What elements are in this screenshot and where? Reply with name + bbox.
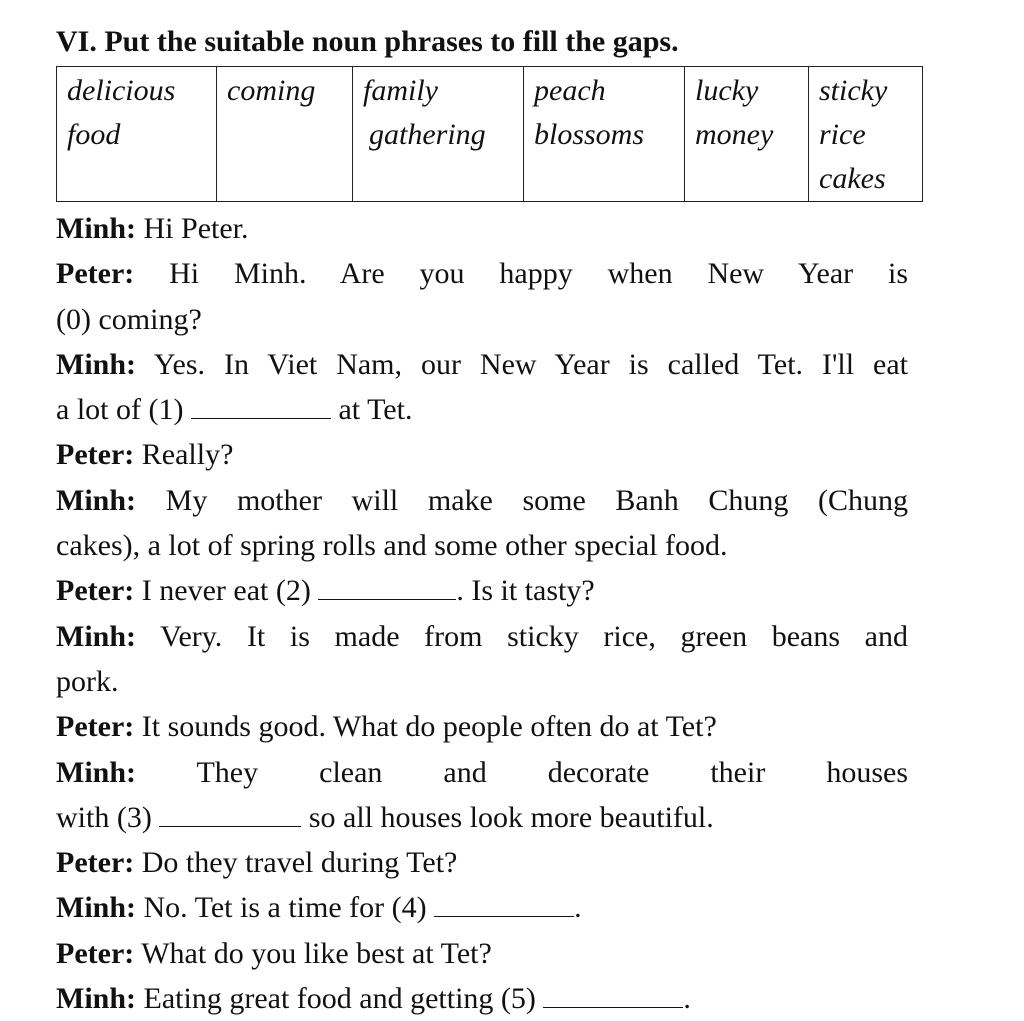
word-box-cell — [685, 67, 809, 202]
word-box-cell — [809, 67, 923, 202]
answer-blank-5[interactable] — [543, 979, 683, 1008]
dialogue-text: pork. — [56, 664, 119, 698]
word-box-word: delicious — [67, 74, 176, 107]
dialogue-line — [56, 523, 908, 568]
speaker-peter: Peter: — [56, 710, 135, 744]
speaker-peter: Peter: — [56, 846, 135, 880]
dialogue-text: My mother will make some Banh Chung (Chung — [165, 483, 909, 517]
dialogue-text: Do they travel during Tet? — [141, 846, 458, 880]
dialogue-line — [56, 568, 908, 613]
dialogue-text: . — [574, 891, 582, 925]
word-box-row — [57, 67, 923, 202]
word-box-word: family — [363, 74, 438, 107]
dialogue-text: Hi Peter. — [143, 212, 249, 245]
dialogue-line — [56, 704, 908, 749]
word-box-cell — [353, 67, 524, 202]
dialogue — [56, 206, 908, 1021]
dialogue-text: Really? — [141, 438, 234, 472]
speaker-minh: Minh: — [56, 755, 137, 789]
dialogue-text: What do you like best at Tet? — [141, 936, 492, 970]
dialogue-text: Yes. In Viet Nam, our New Year is called Tet. I'll eat — [153, 347, 908, 381]
dialogue-line — [56, 931, 908, 976]
dialogue-text: They clean and decorate their houses — [196, 755, 908, 789]
word-box-word: coming — [227, 74, 316, 107]
dialogue-line — [56, 659, 908, 704]
word-box-word: blossoms — [534, 118, 645, 151]
dialogue-text: . — [683, 982, 691, 1016]
answer-blank-4[interactable] — [434, 888, 574, 917]
dialogue-line — [56, 387, 908, 432]
speaker-minh: Minh: — [56, 347, 137, 381]
word-box-cell — [217, 67, 353, 202]
word-box-word: rice — [819, 118, 866, 151]
dialogue-text: cakes), a lot of spring rolls and some other special food. — [56, 529, 728, 563]
dialogue-text: so all houses look more beautiful. — [308, 800, 714, 834]
word-box-word: lucky — [695, 74, 759, 107]
dialogue-text: . Is it tasty? — [456, 574, 595, 608]
dialogue-text: I never eat (2) — [141, 574, 311, 608]
answer-blank-2[interactable] — [318, 571, 456, 600]
word-box-word: gathering — [369, 118, 486, 151]
word-box-word: food — [67, 118, 121, 151]
speaker-peter: Peter: — [56, 574, 135, 608]
speaker-peter: Peter: — [56, 257, 135, 291]
word-box-word: cakes — [819, 162, 886, 195]
dialogue-line — [56, 432, 908, 477]
dialogue-line — [56, 840, 908, 885]
speaker-minh: Minh: — [56, 982, 137, 1016]
speaker-peter: Peter: — [56, 438, 135, 472]
dialogue-line — [56, 206, 908, 251]
word-box-cell — [524, 67, 685, 202]
speaker-peter: Peter: — [56, 936, 135, 970]
dialogue-text: Eating great food and getting (5) — [143, 982, 536, 1016]
dialogue-text: It sounds good. What do people often do at Tet? — [141, 710, 717, 744]
answer-blank-1[interactable] — [191, 390, 331, 419]
speaker-minh: Minh: — [56, 212, 137, 245]
dialogue-line — [56, 750, 908, 795]
dialogue-line — [56, 976, 908, 1021]
dialogue-line — [56, 297, 908, 342]
word-box-word: sticky — [819, 74, 888, 107]
dialogue-text: Hi Minh. Are you happy when New Year is — [169, 257, 909, 291]
dialogue-text: (0) coming? — [56, 302, 202, 336]
dialogue-line — [56, 795, 908, 840]
dialogue-line — [56, 478, 908, 523]
answer-blank-3[interactable] — [159, 798, 301, 827]
dialogue-text: a lot of (1) — [56, 393, 184, 427]
exercise-title: VI. Put the suitable noun phrases to fill the gaps. — [56, 25, 679, 58]
dialogue-line — [56, 614, 908, 659]
speaker-minh: Minh: — [56, 891, 137, 925]
dialogue-line — [56, 885, 908, 930]
dialogue-text: with (3) — [56, 800, 152, 834]
exercise-page — [56, 22, 912, 1021]
word-box-word: peach — [534, 74, 606, 107]
speaker-minh: Minh: — [56, 619, 137, 653]
dialogue-text: No. Tet is a time for (4) — [143, 891, 427, 925]
speaker-minh: Minh: — [56, 483, 137, 517]
word-box-cell — [57, 67, 217, 202]
dialogue-text: at Tet. — [338, 393, 413, 427]
dialogue-line — [56, 342, 908, 387]
dialogue-text: Very. It is made from sticky rice, green beans and — [160, 619, 908, 653]
word-box-word: money — [695, 118, 774, 151]
dialogue-line — [56, 251, 908, 296]
word-box-table — [56, 66, 923, 202]
